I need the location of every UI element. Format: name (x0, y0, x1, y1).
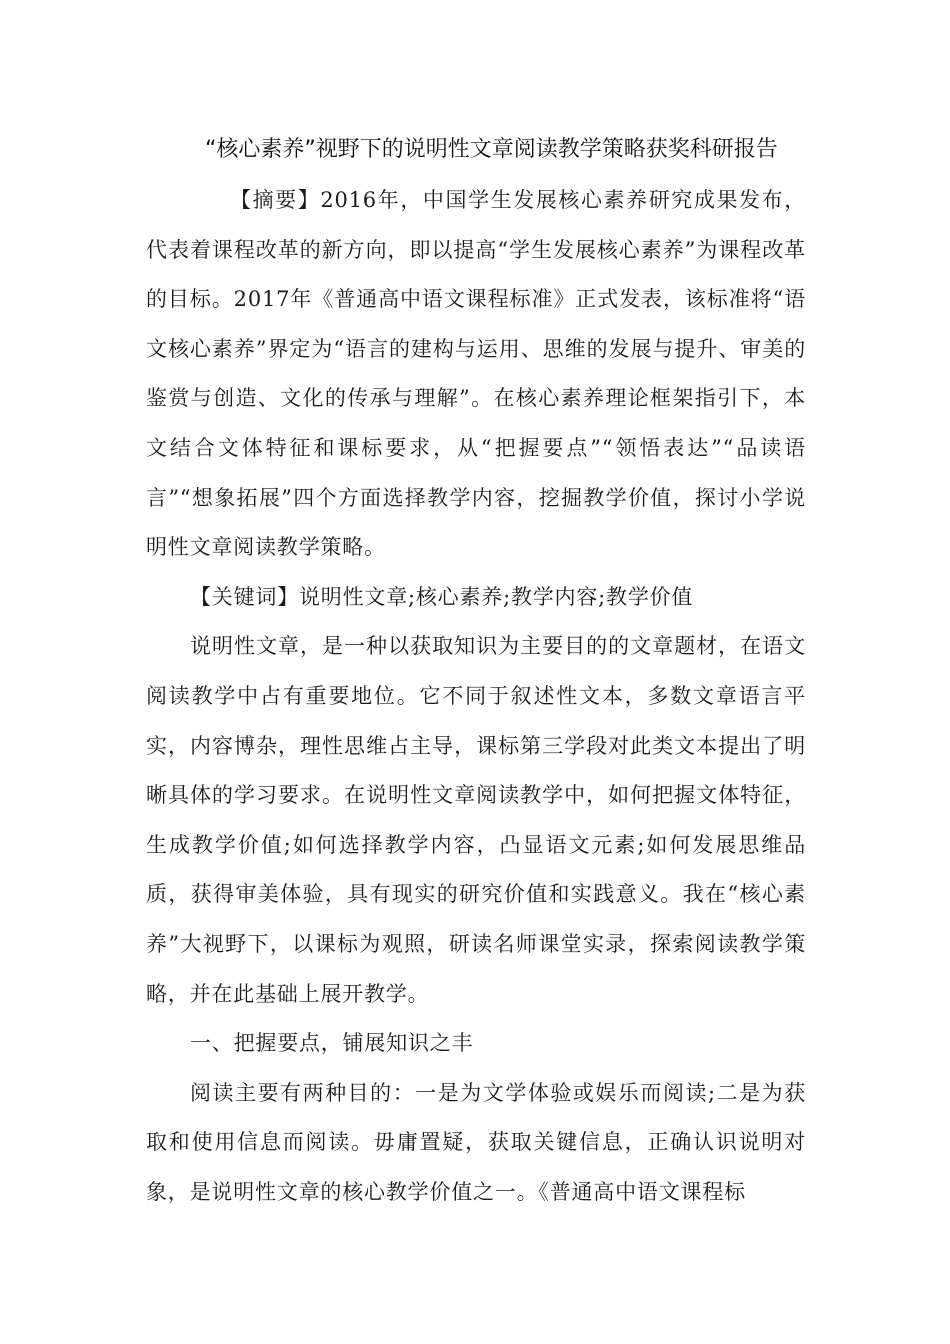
document-body (146, 176, 806, 1217)
document-title: “核心素养”视野下的说明性文章阅读教学策略获奖科研报告 (205, 137, 778, 162)
section-heading: 一、把握要点，铺展知识之丰 (190, 1031, 474, 1056)
keywords-paragraph: 【关键词】说明性文章;核心素养;教学内容;教学价值 (190, 584, 694, 609)
section-paragraph: 阅读主要有两种目的：一是为文学体验或娱乐而阅读;二是为获取和使用信息而阅读。毋庸置疑，获取关键信息，正确认识说明对象，是说明性文章的核心教学价值之一。《普通高中语文课程标 (146, 1080, 806, 1204)
abstract-paragraph: 【摘要】2016年，中国学生发展核心素养研究成果发布，代表着课程改革的新方向，即以提高“学生发展核心素养”为课程改革的目标。2017年《普通高中语文课程标准》正式发表，该标准将“语文核心素养”界定为“语言的建构与运用、思维的发展与提升、审美的鉴赏与创造、文化的传承与理解”。在核心素养理论框架指引下，本文结合文体特征和课标要求，从“把握要点”“领悟表达”“品读语言”“想象拓展”四个方面选择教学内容，挖掘教学价值，探讨小学说明性文章阅读教学策略。 (146, 188, 806, 560)
intro-paragraph: 说明性文章，是一种以获取知识为主要目的的文章题材，在语文阅读教学中占有重要地位。它不同于叙述性文本，多数文章语言平实，内容博杂，理性思维占主导，课标第三学段对此类文本提出了明晰具体的学习要求。在说明性文章阅读教学中，如何把握文体特征，生成教学价值;如何选择教学内容，凸显语文元素;如何发展思维品质，获得审美体验，具有现实的研究价值和实践意义。我在“核心素养”大视野下，以课标为观照，研读名师课堂实录，探索阅读教学策略，并在此基础上展开教学。 (146, 634, 806, 1006)
